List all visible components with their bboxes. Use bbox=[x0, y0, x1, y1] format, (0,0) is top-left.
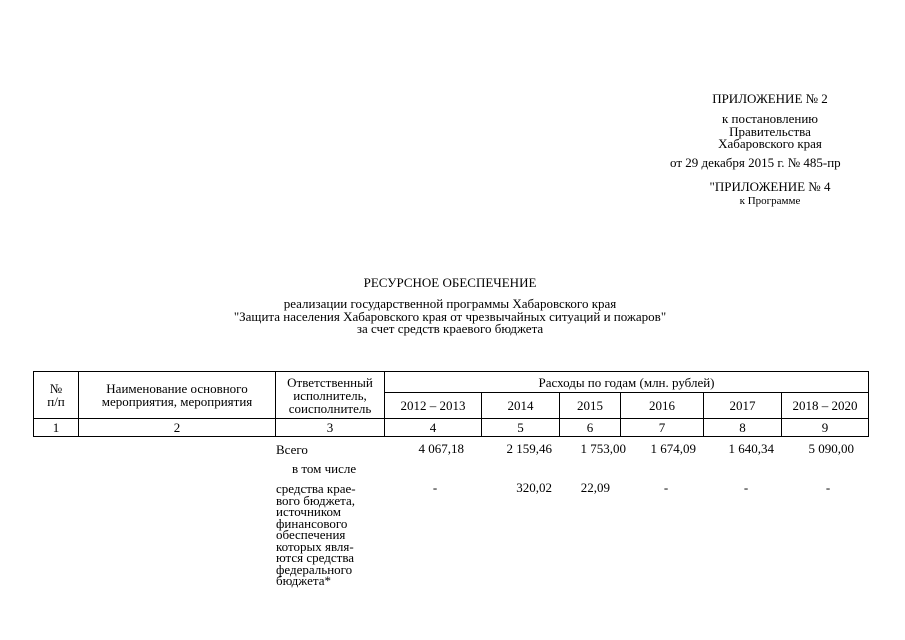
document-title-line-2: "Защита населения Хабаровского края от чрезвычайных ситуаций и пожаров" bbox=[233, 309, 667, 324]
appendix-line-3: Хабаровского края bbox=[718, 136, 822, 151]
header-expenses: Расходы по годам (млн. рублей) bbox=[385, 372, 869, 393]
col-number: 1 bbox=[34, 419, 79, 437]
federal-label-line: ются средства bbox=[276, 550, 355, 565]
header-num-line-2: п/п bbox=[47, 394, 65, 409]
col-number: 3 bbox=[276, 419, 385, 437]
header-year: 2014 bbox=[482, 393, 560, 419]
total-value: 2 159,46 bbox=[506, 441, 552, 456]
total-value: 5 090,00 bbox=[808, 441, 854, 456]
federal-value: - bbox=[743, 480, 749, 495]
header-executor bbox=[276, 372, 385, 419]
row-total-label: Всего bbox=[276, 442, 308, 457]
appendix-line-1: к постановлению bbox=[721, 111, 819, 126]
header-num bbox=[34, 372, 79, 419]
row-federal-label bbox=[276, 483, 386, 587]
federal-label-line: обеспечения bbox=[276, 527, 346, 542]
appendix-title: ПРИЛОЖЕНИЕ № 2 bbox=[712, 91, 828, 106]
appendix-line-2: Правительства bbox=[729, 124, 811, 139]
header-year: 2015 bbox=[560, 393, 621, 419]
federal-value: 22,09 bbox=[580, 480, 610, 495]
federal-label-line: средства крае- bbox=[276, 481, 356, 496]
col-number: 9 bbox=[782, 419, 869, 437]
header-year: 2018 – 2020 bbox=[782, 393, 869, 419]
col-number: 5 bbox=[482, 419, 560, 437]
header-name-line-1: Наименование основного bbox=[106, 381, 248, 396]
col-number: 6 bbox=[560, 419, 621, 437]
header-num-line-1: № bbox=[49, 381, 63, 396]
header-name bbox=[79, 372, 276, 419]
resource-table bbox=[33, 371, 869, 437]
col-number: 8 bbox=[704, 419, 782, 437]
header-executor-line-1: Ответственный bbox=[287, 374, 373, 390]
header-executor-line-3: соисполнитель bbox=[288, 400, 372, 416]
header-year: 2012 – 2013 bbox=[385, 393, 482, 419]
total-value: 1 674,09 bbox=[650, 441, 696, 456]
document-title-line-1: реализации государственной программы Хабаровского края bbox=[283, 296, 617, 311]
federal-label-line: источником bbox=[276, 504, 341, 519]
appendix-date-line: от 29 декабря 2015 г. № 485-пр bbox=[670, 155, 841, 170]
federal-value: - bbox=[432, 480, 438, 495]
header-year: 2016 bbox=[621, 393, 704, 419]
federal-label-line: вого бюджета, bbox=[276, 492, 356, 508]
col-number: 4 bbox=[385, 419, 482, 437]
program-appendix-title: "ПРИЛОЖЕНИЕ № 4 bbox=[709, 179, 831, 194]
federal-label-line: федерального bbox=[276, 561, 353, 577]
total-value: 4 067,18 bbox=[418, 441, 464, 456]
federal-label-line: финансового bbox=[276, 515, 348, 531]
col-number: 7 bbox=[621, 419, 704, 437]
federal-label-line: которых явля- bbox=[276, 538, 354, 554]
header-year: 2017 bbox=[704, 393, 782, 419]
document-heading: РЕСУРСНОЕ ОБЕСПЕЧЕНИЕ bbox=[363, 275, 537, 290]
header-executor-line-2: исполнитель, bbox=[293, 387, 367, 403]
federal-value: 320,02 bbox=[516, 480, 552, 495]
total-value: 1 753,00 bbox=[580, 441, 626, 456]
row-including-label: в том числе bbox=[292, 461, 357, 476]
header-name-line-2: мероприятия, мероприятия bbox=[101, 394, 253, 409]
col-number: 2 bbox=[79, 419, 276, 437]
total-value: 1 640,34 bbox=[728, 441, 774, 456]
document-title-line-3: за счет средств краевого бюджета bbox=[356, 321, 544, 336]
federal-label-line: бюджета* bbox=[276, 573, 331, 588]
federal-value: - bbox=[825, 480, 831, 495]
program-appendix-sub: к Программе bbox=[739, 195, 801, 207]
federal-value: - bbox=[663, 480, 669, 495]
